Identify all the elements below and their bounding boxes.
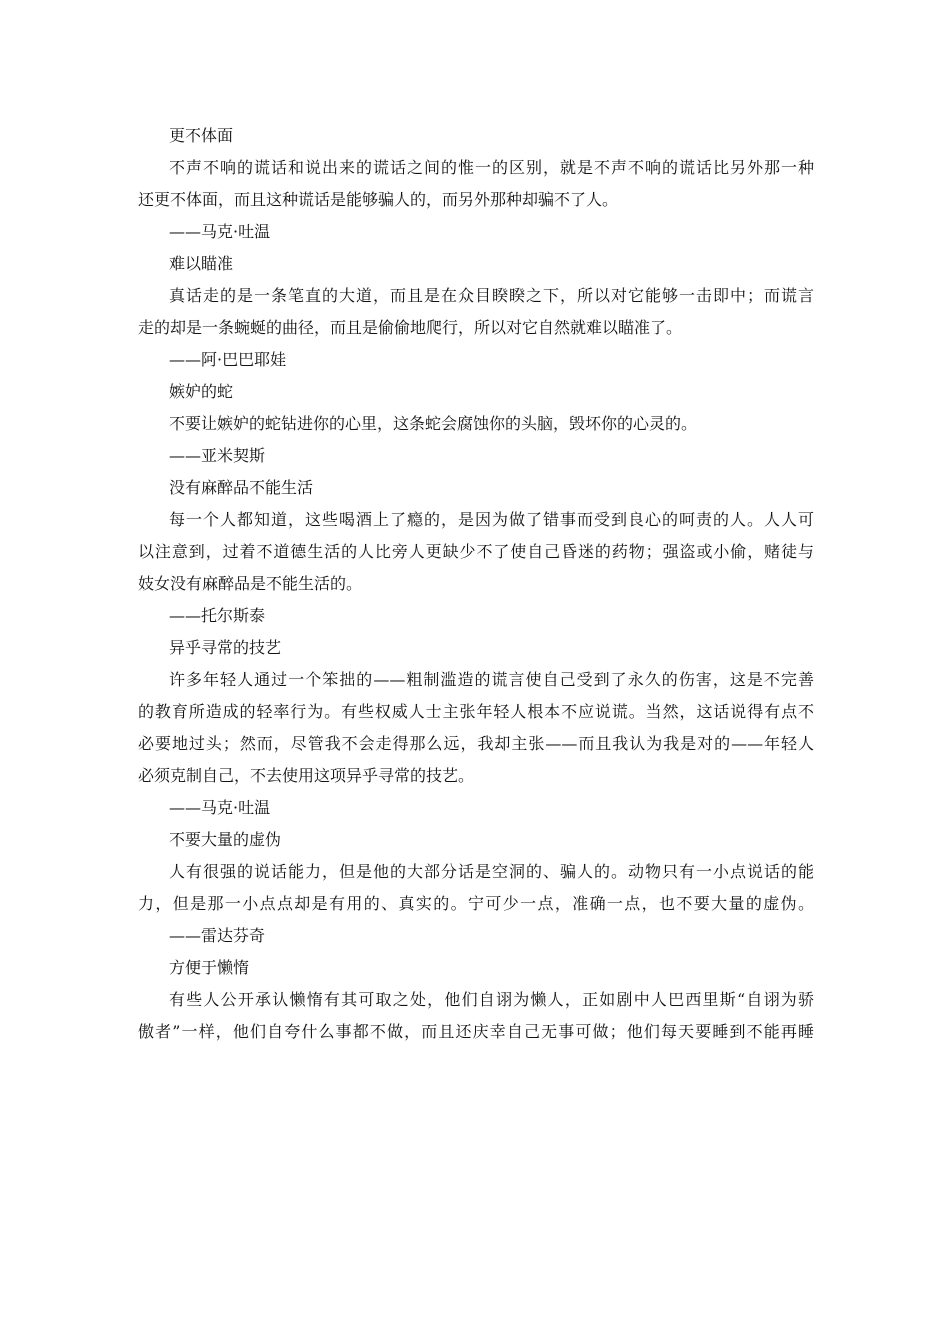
text-line: 不声不响的谎话和说出来的谎话之间的惟一的区别，就是不声不响的谎话比另外那一种 (169, 158, 814, 177)
text-line: 以注意到，过着不道德生活的人比旁人更缺少不了使自己昏迷的药物；强盗或小偷，赌徒与 (138, 542, 814, 561)
text-line: 方便于懒惰 (169, 958, 250, 977)
text-line: 的教育所造成的轻率行为。有些权威人士主张年轻人根本不应说谎。当然，这话说得有点不 (138, 702, 814, 721)
text-line: 更不体面 (169, 126, 234, 145)
text-line: ——马克·吐温 (169, 798, 271, 817)
text-line: ——托尔斯泰 (169, 606, 266, 625)
document-page (138, 120, 814, 1048)
text-line: ——马克·吐温 (169, 222, 271, 241)
text-line: ——亚米契斯 (169, 446, 266, 465)
text-line: 不要大量的虚伪 (169, 830, 282, 849)
text-line: 真话走的是一条笔直的大道，而且是在众目睽睽之下，所以对它能够一击即中；而谎言 (169, 286, 814, 305)
text-line: 许多年轻人通过一个笨拙的——粗制滥造的谎言使自己受到了永久的伤害，这是不完善 (169, 670, 814, 689)
text-line: 走的却是一条蜿蜒的曲径，而且是偷偷地爬行，所以对它自然就难以瞄准了。 (138, 318, 683, 337)
text-line: 妓女没有麻醉品是不能生活的。 (138, 574, 363, 593)
text-line: 必要地过头；然而，尽管我不会走得那么远，我却主张——而且我认为我是对的——年轻人 (138, 734, 814, 753)
text-line: 不要让嫉妒的蛇钻进你的心里，这条蛇会腐蚀你的头脑，毁坏你的心灵的。 (169, 414, 698, 433)
text-line: 难以瞄准 (169, 254, 234, 273)
text-line: 人有很强的说话能力，但是他的大部分话是空洞的、骗人的。动物只有一小点说话的能 (169, 862, 814, 881)
text-line: 还更不体面，而且这种谎话是能够骗人的，而另外那种却骗不了人。 (138, 190, 619, 209)
text-line: 有些人公开承认懒惰有其可取之处，他们自诩为懒人，正如剧中人巴西里斯“自诩为骄 (169, 990, 814, 1009)
text-line: 嫉妒的蛇 (169, 382, 234, 401)
text-line: 必须克制自己，不去使用这项异乎寻常的技艺。 (138, 766, 475, 785)
text-line: 异乎寻常的技艺 (169, 638, 282, 657)
text-line: 每一个人都知道，这些喝酒上了瘾的，是因为做了错事而受到良心的呵责的人。人人可 (169, 510, 814, 529)
text-line: 没有麻醉品不能生活 (169, 478, 314, 497)
text-line: ——阿·巴巴耶娃 (169, 350, 287, 369)
text-line: 力，但是那一小点点却是有用的、真实的。宁可少一点，准确一点，也不要大量的虚伪。 (138, 894, 814, 913)
text-line: ——雷达芬奇 (169, 926, 266, 945)
text-line: 傲者”一样，他们自夸什么事都不做，而且还庆幸自己无事可做；他们每天要睡到不能再睡 (138, 1022, 814, 1041)
